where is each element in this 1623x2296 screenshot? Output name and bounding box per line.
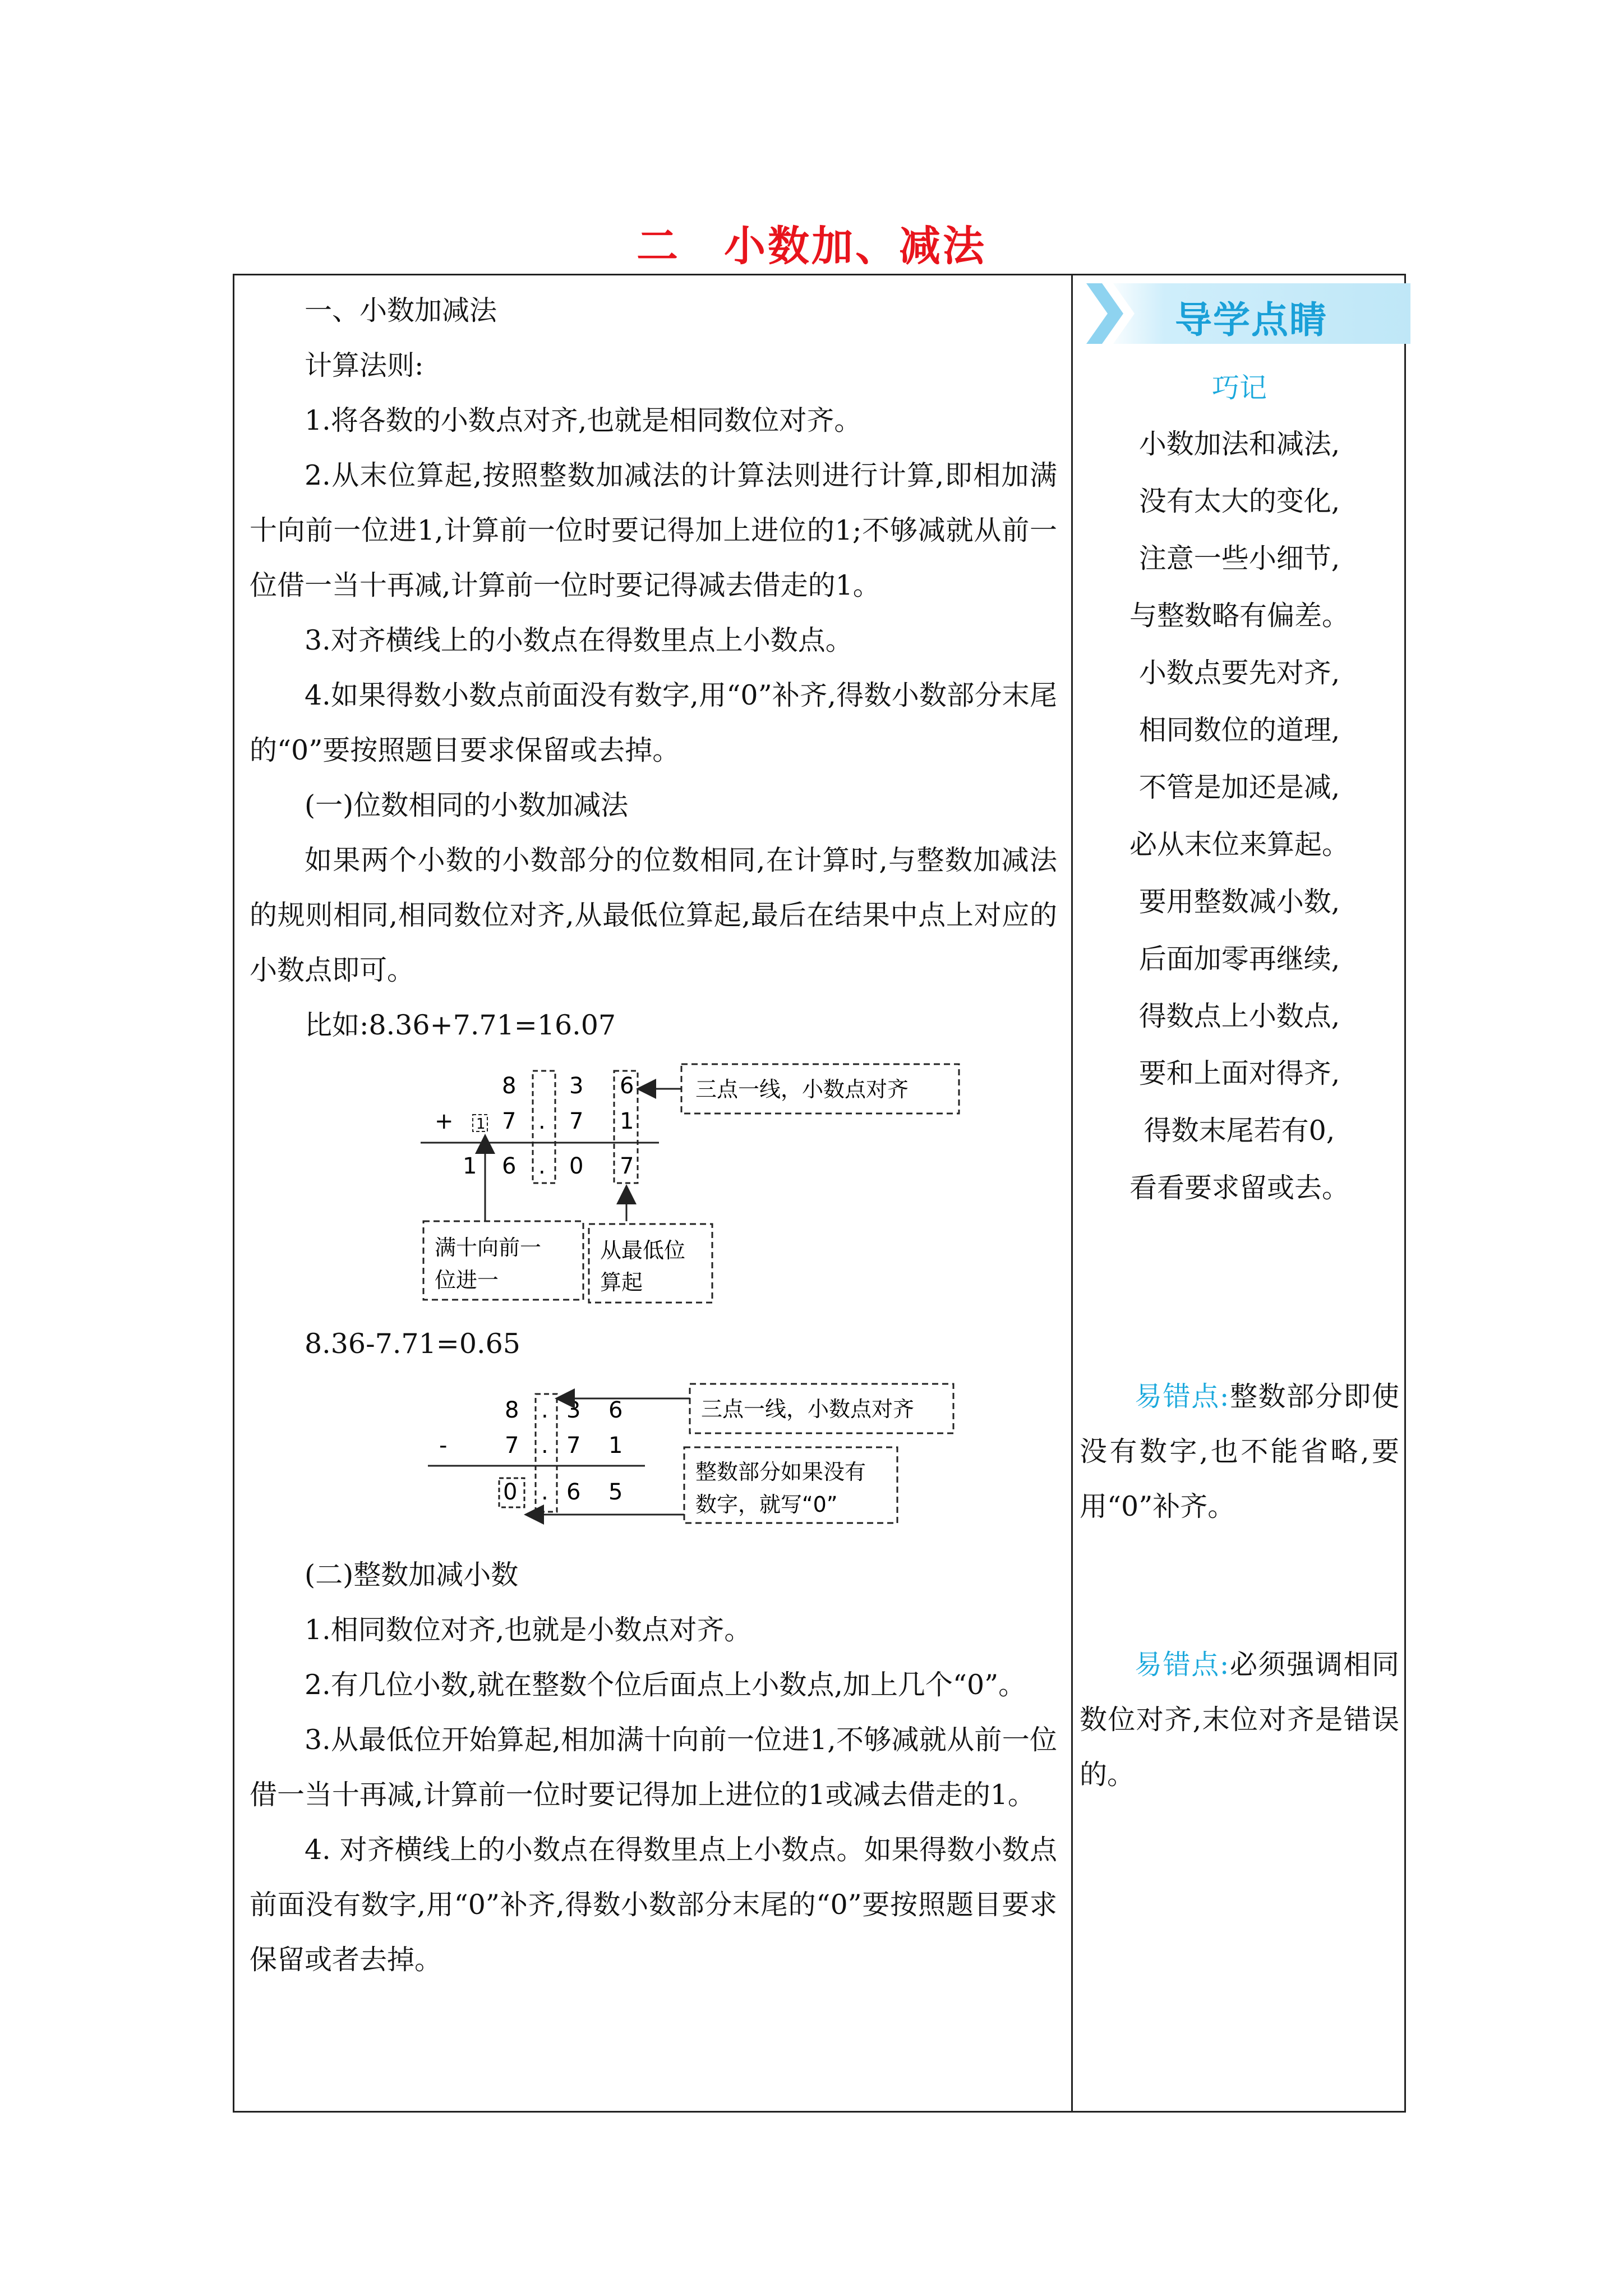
- error-text: 整数部分即使没有数字,也不能省略,要用“0”补齐。: [1080, 1381, 1399, 1522]
- poem-line: 必从末位来算起。: [1129, 829, 1349, 861]
- digit: 7: [620, 1153, 634, 1179]
- poem-line: 得数末尾若有0,: [1144, 1115, 1335, 1147]
- rule-2: 2.从末位算起,按照整数加减法的计算法则进行计算,即相加满十向前一位进1,计算前一位时要记得加上进位的1;不够减就从前一位借一当十再减,计算前一位时要记得减去借走的1。: [250, 459, 1057, 601]
- digit: 7: [569, 1108, 584, 1134]
- poem-line: 小数加法和减法,: [1138, 428, 1340, 460]
- digit: 1: [463, 1153, 477, 1179]
- carry-note-line1: 满十向前一: [435, 1235, 542, 1260]
- subtraction-diagram: [250, 1372, 1057, 1540]
- poem-line: 要用整数减小数,: [1138, 886, 1340, 918]
- zero-note-line2: 数字，就写“0”: [695, 1492, 838, 1517]
- decimal-point: .: [538, 1108, 546, 1134]
- banner-title: 导学点睛: [1175, 298, 1327, 342]
- minus-sign: -: [439, 1433, 448, 1458]
- digit: 7: [502, 1108, 517, 1134]
- poem-line: 不管是加还是减,: [1138, 771, 1340, 803]
- digit: 8: [505, 1397, 519, 1423]
- chevron-right-icon: [1086, 283, 1137, 344]
- guide-banner: [1080, 283, 1405, 344]
- mnemonic-label: 巧记: [1211, 372, 1267, 404]
- mnemonic-poem: [1080, 416, 1399, 1217]
- digit: 3: [566, 1397, 581, 1423]
- poem-line: 小数点要先对齐,: [1138, 657, 1340, 689]
- digit: 7: [505, 1433, 519, 1458]
- sub2-rule-4: 4. 对齐横线上的小数点在得数里点上小数点。如果得数小数点前面没有数字,用“0”补齐,得数小数部分末尾的“0”要按照题目要求保留或者去掉。: [250, 1834, 1057, 1976]
- section-heading: 一、小数加减法: [305, 295, 497, 326]
- page-title: 二 小数加、减法: [637, 222, 986, 270]
- error-label: 易错点:: [1135, 1381, 1229, 1412]
- digit: 6: [620, 1073, 634, 1099]
- example-1: 比如:8.36+7.71=16.07: [305, 1009, 616, 1041]
- sub2-rule-3: 3.从最低位开始算起,相加满十向前一位进1,不够减就从前一位借一当十再减,计算前一位时要记得加上进位的1或减去借走的1。: [250, 1724, 1057, 1811]
- column-divider: [1071, 274, 1073, 2113]
- poem-line: 没有太大的变化,: [1138, 485, 1340, 517]
- digit: 1: [608, 1433, 623, 1458]
- decimal-point: .: [541, 1433, 548, 1458]
- error-note-1: [1080, 1369, 1399, 1534]
- main-column: [250, 283, 1057, 1987]
- decimal-point: .: [541, 1479, 548, 1505]
- sub2-rule-2: 2.有几位小数,就在整数个位后面点上小数点,加上几个“0”。: [305, 1669, 1026, 1701]
- digit: 5: [608, 1479, 623, 1505]
- rule-1: 1.将各数的小数点对齐,也就是相同数位对齐。: [305, 404, 862, 436]
- subheading-2: (二)整数加减小数: [305, 1559, 519, 1591]
- rule-3: 3.对齐横线上的小数点在得数里点上小数点。: [305, 624, 853, 656]
- error-text: 必须强调相同数位对齐,末位对齐是错误的。: [1080, 1649, 1399, 1791]
- zero-note-line1: 整数部分如果没有: [695, 1460, 866, 1484]
- poem-line: 相同数位的道理,: [1138, 714, 1340, 746]
- poem-line: 要和上面对得齐,: [1138, 1057, 1340, 1089]
- rule-4: 4.如果得数小数点前面没有数字,用“0”补齐,得数小数部分末尾的“0”要按照题目要求保留或去掉。: [250, 679, 1057, 766]
- poem-line: 得数点上小数点,: [1138, 1000, 1340, 1032]
- digit: 7: [566, 1433, 581, 1458]
- example-2: 8.36-7.71=0.65: [305, 1328, 520, 1360]
- digit: 8: [502, 1073, 517, 1099]
- plus-sign: +: [435, 1108, 454, 1134]
- digit: 0: [503, 1479, 518, 1505]
- digit: 1: [620, 1108, 634, 1134]
- addition-diagram: [250, 1053, 1057, 1317]
- digit: 0: [569, 1153, 584, 1179]
- carry-digit: 1: [476, 1116, 486, 1133]
- subheading-1-text: 如果两个小数的小数部分的位数相同,在计算时,与整数加减法的规则相同,相同数位对齐,从最低位算起,最后在结果中点上对应的小数点即可。: [250, 844, 1057, 986]
- poem-line: 与整数略有偏差。: [1129, 600, 1349, 632]
- error-note-2: [1080, 1637, 1399, 1802]
- decimal-point: .: [541, 1397, 548, 1423]
- poem-line: 注意一些小细节,: [1138, 542, 1340, 574]
- subheading-1: (一)位数相同的小数加减法: [305, 789, 629, 821]
- rules-label: 计算法则:: [305, 349, 424, 381]
- digit: 6: [566, 1479, 581, 1505]
- carry-note-line2: 位进一: [435, 1268, 499, 1292]
- align-note: 三点一线，小数点对齐: [695, 1077, 909, 1102]
- align-note: 三点一线，小数点对齐: [701, 1397, 915, 1421]
- digit: 6: [608, 1397, 623, 1423]
- digit: 3: [569, 1073, 584, 1099]
- decimal-point: .: [538, 1153, 546, 1179]
- lowest-note-line2: 算起: [600, 1270, 643, 1295]
- poem-line: 后面加零再继续,: [1138, 943, 1340, 975]
- digit: 6: [502, 1153, 517, 1179]
- side-column: [1080, 283, 1399, 1802]
- lowest-note-line1: 从最低位: [600, 1238, 686, 1263]
- poem-line: 看看要求留或去。: [1129, 1172, 1349, 1204]
- sub2-rule-1: 1.相同数位对齐,也就是小数点对齐。: [305, 1614, 752, 1646]
- error-label: 易错点:: [1135, 1649, 1229, 1681]
